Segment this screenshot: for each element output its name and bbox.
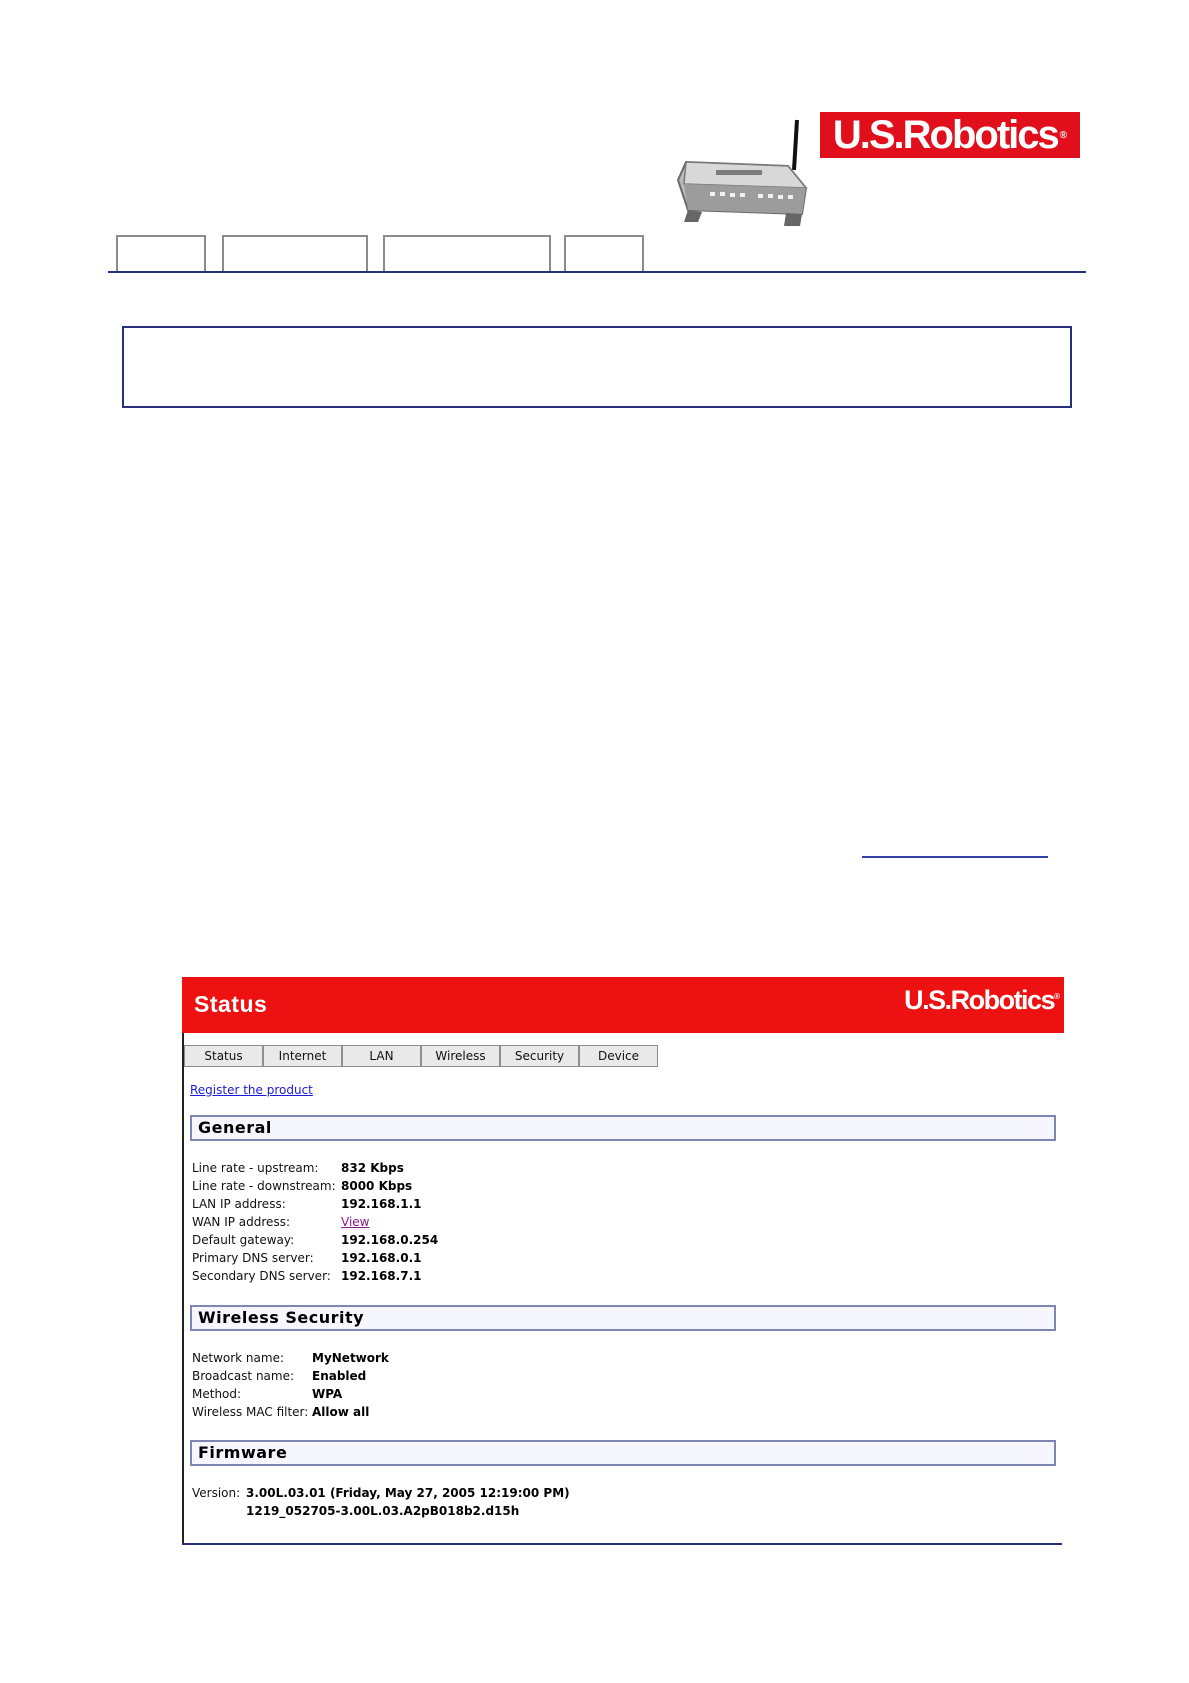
firmware-list [192, 1484, 570, 1520]
status-logo [904, 985, 1060, 1016]
router-illustration [668, 118, 818, 230]
general-row [192, 1213, 438, 1231]
firmware-row [192, 1502, 570, 1520]
general-row [192, 1267, 438, 1285]
tab-3[interactable] [383, 235, 551, 271]
row-value: 192.168.0.1 [341, 1251, 422, 1265]
tab-security[interactable]: Security [500, 1045, 579, 1067]
registered-mark: ® [1059, 129, 1068, 141]
row-value: 8000 Kbps [341, 1179, 413, 1193]
register-product-link[interactable]: Register the product [190, 1083, 313, 1097]
brand-logo-text: U.S.Robotics [832, 112, 1058, 157]
row-label: Wireless MAC filter: [192, 1405, 309, 1419]
row-label: Broadcast name: [192, 1369, 295, 1383]
status-logo-text: U.S.Robotics [904, 985, 1055, 1015]
row-label: Secondary DNS server: [192, 1269, 331, 1283]
version-value: 3.00L.03.01 (Friday, May 27, 2005 12:19:00 PM) [246, 1486, 570, 1500]
tab-wireless[interactable]: Wireless [421, 1045, 500, 1067]
wireless-row [192, 1349, 389, 1367]
status-title: Status [194, 991, 268, 1017]
row-value: MyNetwork [312, 1351, 389, 1365]
general-heading: General [190, 1115, 1056, 1141]
status-header [182, 977, 1064, 1033]
row-label: Line rate - upstream: [192, 1161, 319, 1175]
general-row [192, 1159, 438, 1177]
tab-2[interactable] [222, 235, 368, 271]
screenshot-bottom-edge [182, 1543, 1062, 1545]
wireless-security-heading: Wireless Security [190, 1305, 1056, 1331]
tab-bar [108, 235, 1086, 273]
wireless-row [192, 1367, 389, 1385]
general-list [192, 1159, 438, 1285]
row-label: WAN IP address: [192, 1215, 290, 1229]
tab-status[interactable]: Status [184, 1045, 263, 1067]
row-label: Method: [192, 1387, 242, 1401]
tab-internet[interactable]: Internet [263, 1045, 342, 1067]
status-tabs [184, 1045, 658, 1067]
wireless-row [192, 1403, 389, 1421]
row-value: WPA [312, 1387, 343, 1401]
tab-4[interactable] [564, 235, 644, 271]
row-value: Allow all [312, 1405, 370, 1419]
version-build: 1219_052705-3.00L.03.A2pB018b2.d15h [246, 1504, 520, 1518]
firmware-heading: Firmware [190, 1440, 1056, 1466]
general-row [192, 1195, 438, 1213]
brand-logo [820, 112, 1080, 158]
tab-bar-rule [108, 271, 1086, 273]
row-label: LAN IP address: [192, 1197, 286, 1211]
tab-device[interactable]: Device [579, 1045, 658, 1067]
wan-ip-view-link[interactable]: View [341, 1215, 370, 1229]
firmware-row [192, 1484, 570, 1502]
row-value: Enabled [312, 1369, 367, 1383]
link-underline[interactable] [862, 856, 1048, 858]
wireless-list [192, 1349, 389, 1421]
row-label: Primary DNS server: [192, 1251, 314, 1265]
general-row [192, 1177, 438, 1195]
content-box [122, 326, 1072, 408]
row-value: 192.168.1.1 [341, 1197, 422, 1211]
status-logo-registered: ® [1054, 992, 1060, 1001]
screenshot-left-edge [182, 1033, 184, 1545]
general-row [192, 1249, 438, 1267]
row-label: Network name: [192, 1351, 284, 1365]
tab-lan[interactable]: LAN [342, 1045, 421, 1067]
row-value: 832 Kbps [341, 1161, 404, 1175]
tab-1[interactable] [116, 235, 206, 271]
row-value: 192.168.0.254 [341, 1233, 439, 1247]
row-label: Default gateway: [192, 1233, 295, 1247]
version-label: Version: [192, 1486, 241, 1500]
wireless-row [192, 1385, 389, 1403]
row-value: 192.168.7.1 [341, 1269, 422, 1283]
general-row [192, 1231, 438, 1249]
row-label: Line rate - downstream: [192, 1179, 336, 1193]
status-screenshot [182, 977, 1064, 1545]
